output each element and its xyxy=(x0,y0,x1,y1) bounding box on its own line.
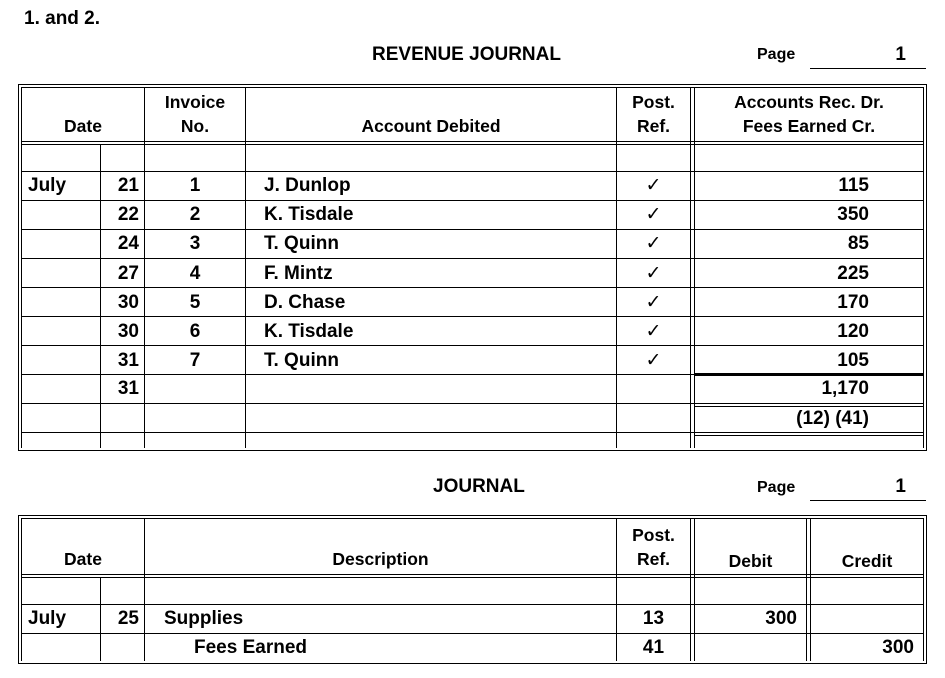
row-day: 30 xyxy=(117,292,139,313)
total-day: 31 xyxy=(117,378,139,399)
page-underline xyxy=(810,68,926,69)
row-account-debited: K. Tisdale xyxy=(264,321,354,342)
journal-header-post: Post. xyxy=(632,525,675,545)
page-underline xyxy=(810,500,926,501)
header-post: Post. xyxy=(632,92,675,112)
journal-header-credit: Credit xyxy=(841,551,893,571)
row-invoice-number: 7 xyxy=(189,350,201,371)
header-date: Date xyxy=(64,116,102,136)
row-amount: 225 xyxy=(837,263,869,284)
journal-row-debit: 300 xyxy=(765,608,797,629)
row-day: 30 xyxy=(117,321,139,342)
journal-row-description: Supplies xyxy=(164,608,244,629)
journal-title: JOURNAL xyxy=(433,476,525,497)
row-day: 27 xyxy=(117,263,139,284)
row-amount: 120 xyxy=(837,321,869,342)
journal-row-description: Fees Earned xyxy=(194,637,307,658)
row-amount: 105 xyxy=(837,350,869,371)
posting-references: (12) (41) xyxy=(796,408,869,429)
revenue-journal-page-number: 1 xyxy=(895,44,906,65)
header-accounts-rec: Accounts Rec. Dr. xyxy=(734,92,884,112)
journal-header-date: Date xyxy=(64,549,102,569)
journal-row-credit: 300 xyxy=(882,637,914,658)
row-account-debited: T. Quinn xyxy=(264,233,339,254)
journal-header-description: Description xyxy=(332,549,429,569)
journal-row-month: July xyxy=(28,608,67,629)
row-account-debited: F. Mintz xyxy=(264,263,333,284)
revenue-journal-page-label: Page xyxy=(757,46,796,63)
journal-row-post-ref: 41 xyxy=(642,637,665,658)
total-amount: 1,170 xyxy=(821,378,869,399)
header-fees-earned: Fees Earned Cr. xyxy=(742,116,876,136)
row-month: July xyxy=(28,175,67,196)
row-amount: 350 xyxy=(837,204,869,225)
journal-row-day: 25 xyxy=(117,608,139,629)
row-day: 31 xyxy=(117,350,139,371)
row-account-debited: J. Dunlop xyxy=(264,175,351,196)
journal-page-number: 1 xyxy=(895,476,906,497)
row-account-debited: D. Chase xyxy=(264,292,346,313)
section-label: 1. and 2. xyxy=(24,8,101,29)
row-invoice-number: 5 xyxy=(189,292,201,313)
header-invoice: Invoice xyxy=(164,92,226,112)
row-day: 24 xyxy=(117,233,139,254)
row-post-check: ✓ xyxy=(645,292,662,313)
row-day: 21 xyxy=(117,175,139,196)
header-ref: Ref. xyxy=(636,116,671,136)
row-amount: 115 xyxy=(838,175,869,196)
row-invoice-number: 1 xyxy=(189,175,201,196)
row-amount: 85 xyxy=(847,233,869,254)
row-post-check: ✓ xyxy=(645,350,662,371)
row-day: 22 xyxy=(117,204,139,225)
row-invoice-number: 3 xyxy=(189,233,201,254)
revenue-journal-title: REVENUE JOURNAL xyxy=(372,44,561,65)
row-post-check: ✓ xyxy=(645,204,662,225)
row-post-check: ✓ xyxy=(645,263,662,284)
row-amount: 170 xyxy=(837,292,869,313)
row-invoice-number: 4 xyxy=(189,263,201,284)
row-post-check: ✓ xyxy=(645,175,662,196)
row-invoice-number: 2 xyxy=(189,204,201,225)
journal-header-debit: Debit xyxy=(728,551,773,571)
row-invoice-number: 6 xyxy=(189,321,201,342)
row-account-debited: K. Tisdale xyxy=(264,204,354,225)
journal-page-label: Page xyxy=(757,479,796,496)
row-post-check: ✓ xyxy=(645,321,662,342)
row-account-debited: T. Quinn xyxy=(264,350,339,371)
journal-row-post-ref: 13 xyxy=(642,608,665,629)
row-post-check: ✓ xyxy=(645,233,662,254)
header-account-debited: Account Debited xyxy=(361,116,501,136)
header-invoice-no: No. xyxy=(180,116,210,136)
journal-header-ref: Ref. xyxy=(636,549,671,569)
